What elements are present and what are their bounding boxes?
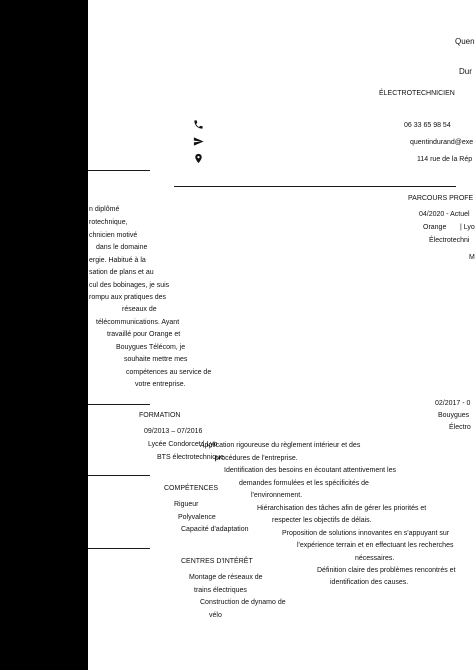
interest-line: trains électriques [194, 587, 247, 594]
phone-icon [193, 119, 204, 130]
job1-dates: 04/2020 - Actuel [419, 211, 470, 218]
contact-address: 114 rue de la Rép [417, 156, 473, 163]
skill-item: Rigueur [174, 501, 199, 508]
paper-plane-icon [193, 136, 204, 147]
job2-company: Bouygues [438, 412, 470, 419]
profile-line: rompu aux pratiques des [89, 294, 167, 301]
profile-line: souhaite mettre mes [124, 356, 188, 363]
profile-line: rotechnique, [89, 219, 128, 226]
education-degree: BTS électrotechnique [157, 454, 224, 461]
task-line: Proposition de solutions innovantes en s'appuyant sur [282, 530, 450, 537]
interest-line: vélo [209, 612, 222, 619]
sidebar-panel [0, 0, 88, 670]
divider-left-interests [88, 548, 150, 549]
task-line: identification des causes. [330, 579, 409, 586]
interests-heading: CENTRES D'INTÉRÊT [181, 558, 253, 565]
contact-email[interactable]: quentindurand@exe [410, 139, 474, 146]
job1-extra: M [469, 254, 475, 261]
profile-line: réseaux de [122, 306, 157, 313]
task-line: nécessaires. [355, 555, 395, 562]
task-line: respecter les objectifs de délais. [272, 517, 372, 524]
experience-heading: PARCOURS PROFE [408, 195, 474, 202]
profile-line: votre entreprise. [135, 381, 186, 388]
job1-title: Électrotechni [429, 237, 470, 244]
education-dates: 09/2013 – 07/2016 [144, 428, 203, 435]
divider-left-top [88, 170, 150, 171]
interest-line: Construction de dynamo de [200, 599, 286, 606]
profile-line: compétences au service de [126, 369, 212, 376]
profile-line: sation de plans et au [89, 269, 154, 276]
education-school: Lycée Condorcet | Lyo [148, 441, 218, 448]
profile-line: chnicien motivé [89, 232, 138, 239]
job-title: ÉLECTROTECHNICIEN [379, 90, 455, 97]
task-line: Identification des besoins en écoutant attentivement les [224, 467, 396, 474]
job2-dates: 02/2017 - 0 [435, 400, 471, 407]
task-line: l'environnement. [251, 492, 303, 499]
profile-line: dans le domaine [96, 244, 148, 251]
profile-line: télécommunications. Ayant [96, 319, 180, 326]
task-line: procédures de l'entreprise. [215, 455, 298, 462]
last-name: Dur [459, 67, 472, 76]
task-line: l'expérience terrain et en effectuant les recherches [297, 542, 454, 549]
task-line: Définition claire des problèmes rencontrés et [317, 567, 456, 574]
skills-heading: COMPÉTENCES [164, 485, 219, 492]
job1-company: Orange [423, 224, 447, 231]
task-line: demandes formulées et les spécificités de [239, 480, 369, 487]
profile-line: cul des bobinages, je suis [89, 282, 170, 289]
task-line: Hiérarchisation des tâches afin de gérer les priorités et [257, 505, 427, 512]
profile-line: n diplômé [89, 206, 120, 213]
profile-line: ergie. Habitué à la [89, 257, 146, 264]
location-pin-icon [193, 153, 204, 164]
task-line: Application rigoureuse du règlement intérieur et des [200, 442, 361, 449]
interest-line: Montage de réseaux de [189, 574, 263, 581]
profile-line: Bouygues Télécom, je [116, 344, 186, 351]
skill-item: Polyvalence [178, 514, 216, 521]
job2-title: Électro [449, 424, 471, 431]
contact-phone[interactable]: 06 33 65 98 54 [404, 122, 451, 129]
education-heading: FORMATION [139, 412, 181, 419]
divider-left-competences [88, 475, 150, 476]
divider-main [174, 186, 456, 187]
skill-item: Capacité d'adaptation [181, 526, 249, 533]
job1-location: | Lyo [460, 224, 475, 231]
first-name: Quen [455, 37, 475, 46]
profile-line: travaillé pour Orange et [107, 331, 181, 338]
divider-left-formation [88, 404, 150, 405]
